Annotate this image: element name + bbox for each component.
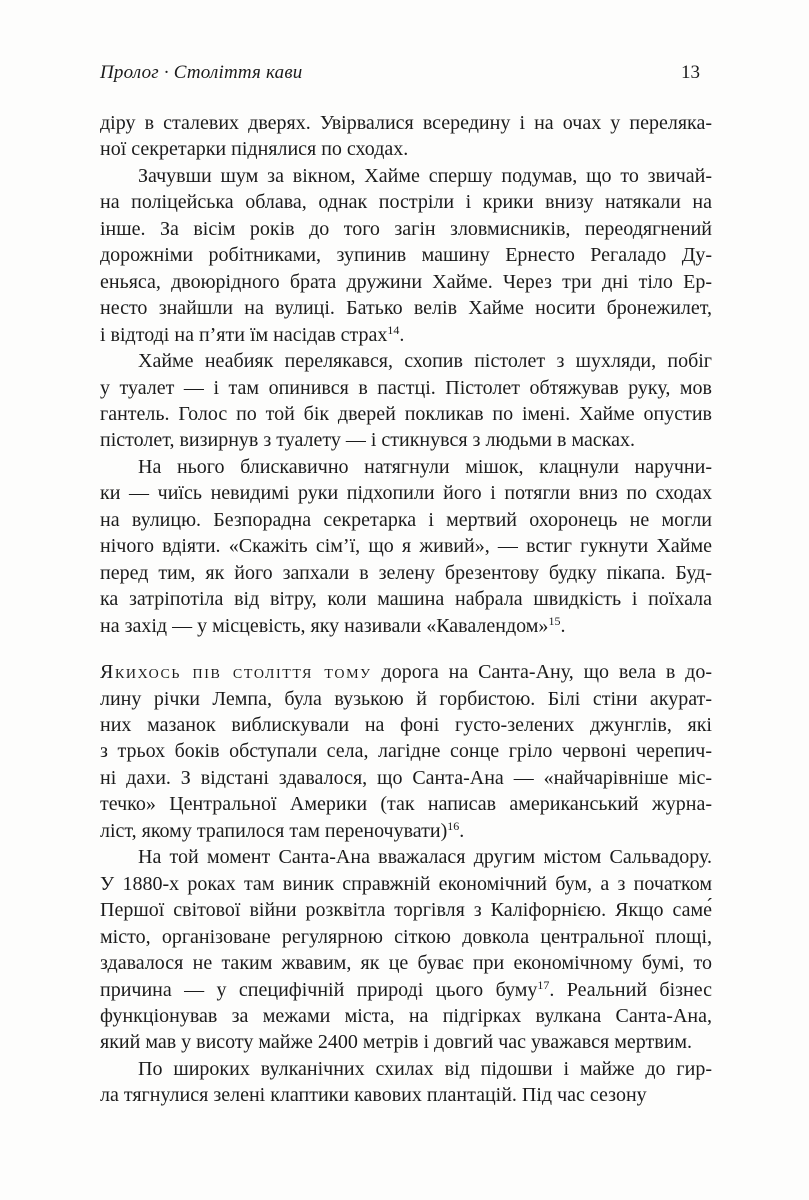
footnote-ref: 16	[447, 818, 460, 833]
text-line: ні дахи. З відстані здавалося, що Санта-Ана — «найчарівніше міс-	[100, 766, 712, 789]
text-line: інше. За вісім років до того загін зловмисників, переодягнений	[100, 217, 712, 240]
footnote-ref: 14	[387, 322, 400, 337]
text-line: діру в сталевих дверях. Увірвалися всередину і на очах у переляка-	[100, 112, 712, 134]
text-line: несто знайшли на вулиці. Батько велів Хайме носити бронежилет,	[100, 297, 712, 320]
page-number: 13	[681, 62, 700, 83]
text-line: ки — чиїсь невидимі руки підхопили його і потягли вниз по сходах	[100, 482, 712, 505]
text-line: на поліцейська облава, однак постріли і крики внизу натякали на	[100, 191, 712, 214]
text-line: з трьох боків обступали села, лагідне сонце гріло червоні черепич-	[100, 740, 712, 763]
text-line: лину річки Лемпа, була вузькою й горбистою. Білі стіни акурат-	[100, 687, 712, 710]
text-line: ла тягнулися зелені клаптики кавових плантацій. Під час сезону	[100, 1084, 647, 1107]
text-line: дорожніми робітниками, зупинив машину Ернесто Регаладо Ду-	[100, 244, 712, 267]
text-line: пістолет, визирнув з туалету — і стикнувся з людьми в масках.	[100, 429, 636, 452]
text-line: течко» Центральної Америки (так написав американський журна-	[100, 793, 712, 816]
text-line: Хайме неабияк перелякався, схопив пістолет з шухляди, побіг	[138, 350, 712, 373]
running-head	[100, 62, 712, 84]
text-line: еньяса, двоюрідного брата дружини Хайме. Через три дні тіло Ер-	[100, 270, 712, 293]
text-line: нічого вдіяти. «Скажіть сім’ї, що я живий», — встиг гукнути Хайме	[100, 535, 712, 558]
text-line: здавалося не таким жвавим, як це буває при економічному бумі, то	[100, 952, 712, 975]
text-line: Першої світової війни розквітла торгівля з Каліфорнією. Якщо саме́	[100, 899, 712, 922]
paragraph	[100, 844, 712, 1056]
running-title: Пролог · Століття кави	[100, 62, 303, 83]
text-line: ної секретарки піднялися по сходах.	[100, 138, 409, 161]
body-text	[100, 110, 712, 1109]
paragraph	[100, 110, 712, 163]
text-line: У 1880-х роках там виник справжній економічний бум, а з початком	[100, 872, 712, 895]
text-line: На нього блискавично натягнули мішок, клацнули наручни-	[138, 455, 712, 478]
paragraph	[100, 454, 712, 639]
footnote-ref: 15	[548, 613, 561, 628]
text-line: місто, організоване регулярною сіткою довкола центральної площі,	[100, 925, 712, 948]
text-line: на вулицю. Безпорадна секретарка і мертвий охоронець не могли	[100, 508, 712, 531]
text-line: На той момент Санта-Ана вважалася другим містом Сальвадору.	[138, 846, 712, 869]
text-line: який мав у висоту майже 2400 метрів і довгий час уважався мертвим.	[100, 1031, 693, 1054]
paragraph	[100, 348, 712, 454]
text-line: Зачувши шум за вікном, Хайме спершу подумав, що то звичай-	[138, 164, 712, 187]
text-line: них мазанок виблискували на фоні густо-зелених джунглів, які	[100, 713, 712, 736]
text-line: ліст, якому трапилося там переночувати)$^{16}$.	[100, 818, 465, 842]
paragraph	[100, 1056, 712, 1109]
text-line: функціонував за межами міста, на підгірках вулкана Санта-Ана,	[100, 1004, 712, 1027]
small-caps-opener: Якихось пів століття тому	[100, 661, 372, 684]
text-line: гантель. Голос по той бік дверей покликав по імені. Хайме опустив	[100, 402, 712, 425]
text-line: і відтоді на п’яти їм насідав страх$^{14}$.	[100, 322, 405, 346]
text-line: причина — у специфічній природі цього буму$^{17}$. Реальний бізнес	[100, 977, 712, 1001]
text-line: По широких вулканічних схилах від підошви і майже до гир-	[138, 1057, 712, 1080]
text-line: перед тим, як його запхали в зелену брезентову будку пікапа. Буд-	[100, 561, 712, 584]
text-line: у туалет — і там опинився в пастці. Пістолет обтяжував руку, мов	[100, 376, 712, 399]
footnote-ref: 17	[537, 977, 550, 992]
paragraph	[100, 659, 712, 844]
text-line: Якихось пів століття тому дорога на Санта-Ану, що вела в до-	[100, 661, 712, 684]
paragraph	[100, 163, 712, 348]
text-line: ка затріпотіла від вітру, коли машина набрала швидкість і поїхала	[100, 588, 712, 611]
text-line: на захід — у місцевість, яку називали «Кавалендом»$^{15}$.	[100, 613, 566, 637]
